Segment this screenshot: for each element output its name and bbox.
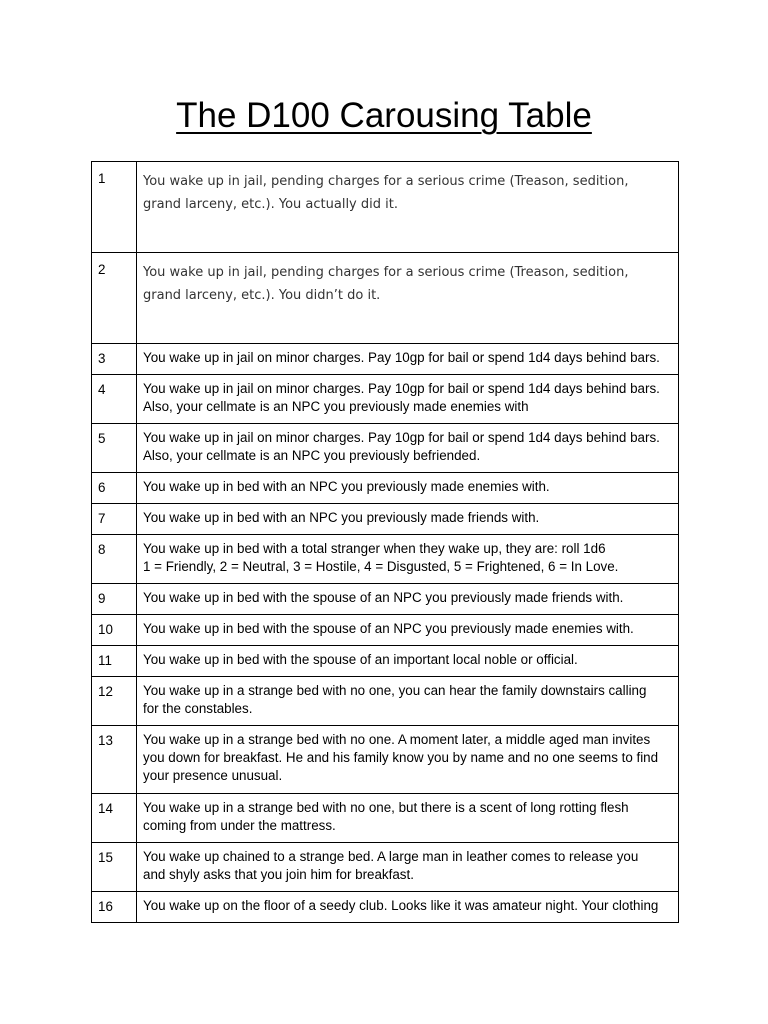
row-number: 8 [92, 535, 137, 584]
row-text: You wake up on the floor of a seedy club. Looks like it was amateur night. Your clothing [137, 892, 679, 923]
row-number: 14 [92, 794, 137, 843]
row-number: 1 [92, 162, 137, 253]
table-row [92, 584, 679, 615]
row-text: You wake up in bed with a total stranger when they wake up, they are: roll 1d6 1 = Friendly, 2 = Neutral, 3 = Hostile, 4 = Disgusted, 5 = Frightened, 6 = In Love. [137, 535, 679, 584]
row-text: You wake up in bed with the spouse of an NPC you previously made enemies with. [137, 615, 679, 646]
table-row [92, 535, 679, 584]
table-row [92, 375, 679, 424]
row-text: You wake up chained to a strange bed. A large man in leather comes to release you and shyly asks that you join him for breakfast. [137, 843, 679, 892]
table-row [92, 794, 679, 843]
row-number: 5 [92, 424, 137, 473]
row-number: 10 [92, 615, 137, 646]
row-number: 12 [92, 677, 137, 726]
table-row [92, 677, 679, 726]
table-row [92, 843, 679, 892]
row-text: You wake up in a strange bed with no one. A moment later, a middle aged man invites you down for breakfast. He and his family know you by name and no one seems to find your presence unusual. [137, 726, 679, 794]
table-row [92, 892, 679, 923]
row-text: You wake up in jail, pending charges for a serious crime (Treason, sedition, grand larceny, etc.). You actually did it. [137, 162, 679, 253]
row-number: 16 [92, 892, 137, 923]
row-text: You wake up in jail on minor charges. Pay 10gp for bail or spend 1d4 days behind bars. [137, 344, 679, 375]
row-number: 3 [92, 344, 137, 375]
row-text: You wake up in bed with the spouse of an NPC you previously made friends with. [137, 584, 679, 615]
row-number: 7 [92, 504, 137, 535]
row-text: You wake up in bed with the spouse of an important local noble or official. [137, 646, 679, 677]
row-number: 4 [92, 375, 137, 424]
row-number: 6 [92, 473, 137, 504]
row-text: You wake up in jail, pending charges for a serious crime (Treason, sedition, grand larceny, etc.). You didn’t do it. [137, 253, 679, 344]
table-row [92, 646, 679, 677]
table-row [92, 162, 679, 253]
table-row [92, 344, 679, 375]
row-text: You wake up in jail on minor charges. Pay 10gp for bail or spend 1d4 days behind bars. Also, your cellmate is an NPC you previously made enemies with [137, 375, 679, 424]
row-text: You wake up in a strange bed with no one, you can hear the family downstairs calling for the constables. [137, 677, 679, 726]
row-text: You wake up in bed with an NPC you previously made enemies with. [137, 473, 679, 504]
page-title: The D100 Carousing Table [176, 96, 592, 135]
row-number: 2 [92, 253, 137, 344]
row-number: 11 [92, 646, 137, 677]
row-text: You wake up in a strange bed with no one, but there is a scent of long rotting flesh coming from under the mattress. [137, 794, 679, 843]
table-row [92, 504, 679, 535]
table-row [92, 253, 679, 344]
table-row [92, 424, 679, 473]
row-number: 15 [92, 843, 137, 892]
row-text: You wake up in jail on minor charges. Pay 10gp for bail or spend 1d4 days behind bars. Also, your cellmate is an NPC you previously befriended. [137, 424, 679, 473]
row-number: 13 [92, 726, 137, 794]
table-row [92, 726, 679, 794]
table-row [92, 615, 679, 646]
table-row [92, 473, 679, 504]
carousing-table [91, 161, 679, 923]
row-text: You wake up in bed with an NPC you previously made friends with. [137, 504, 679, 535]
row-number: 9 [92, 584, 137, 615]
